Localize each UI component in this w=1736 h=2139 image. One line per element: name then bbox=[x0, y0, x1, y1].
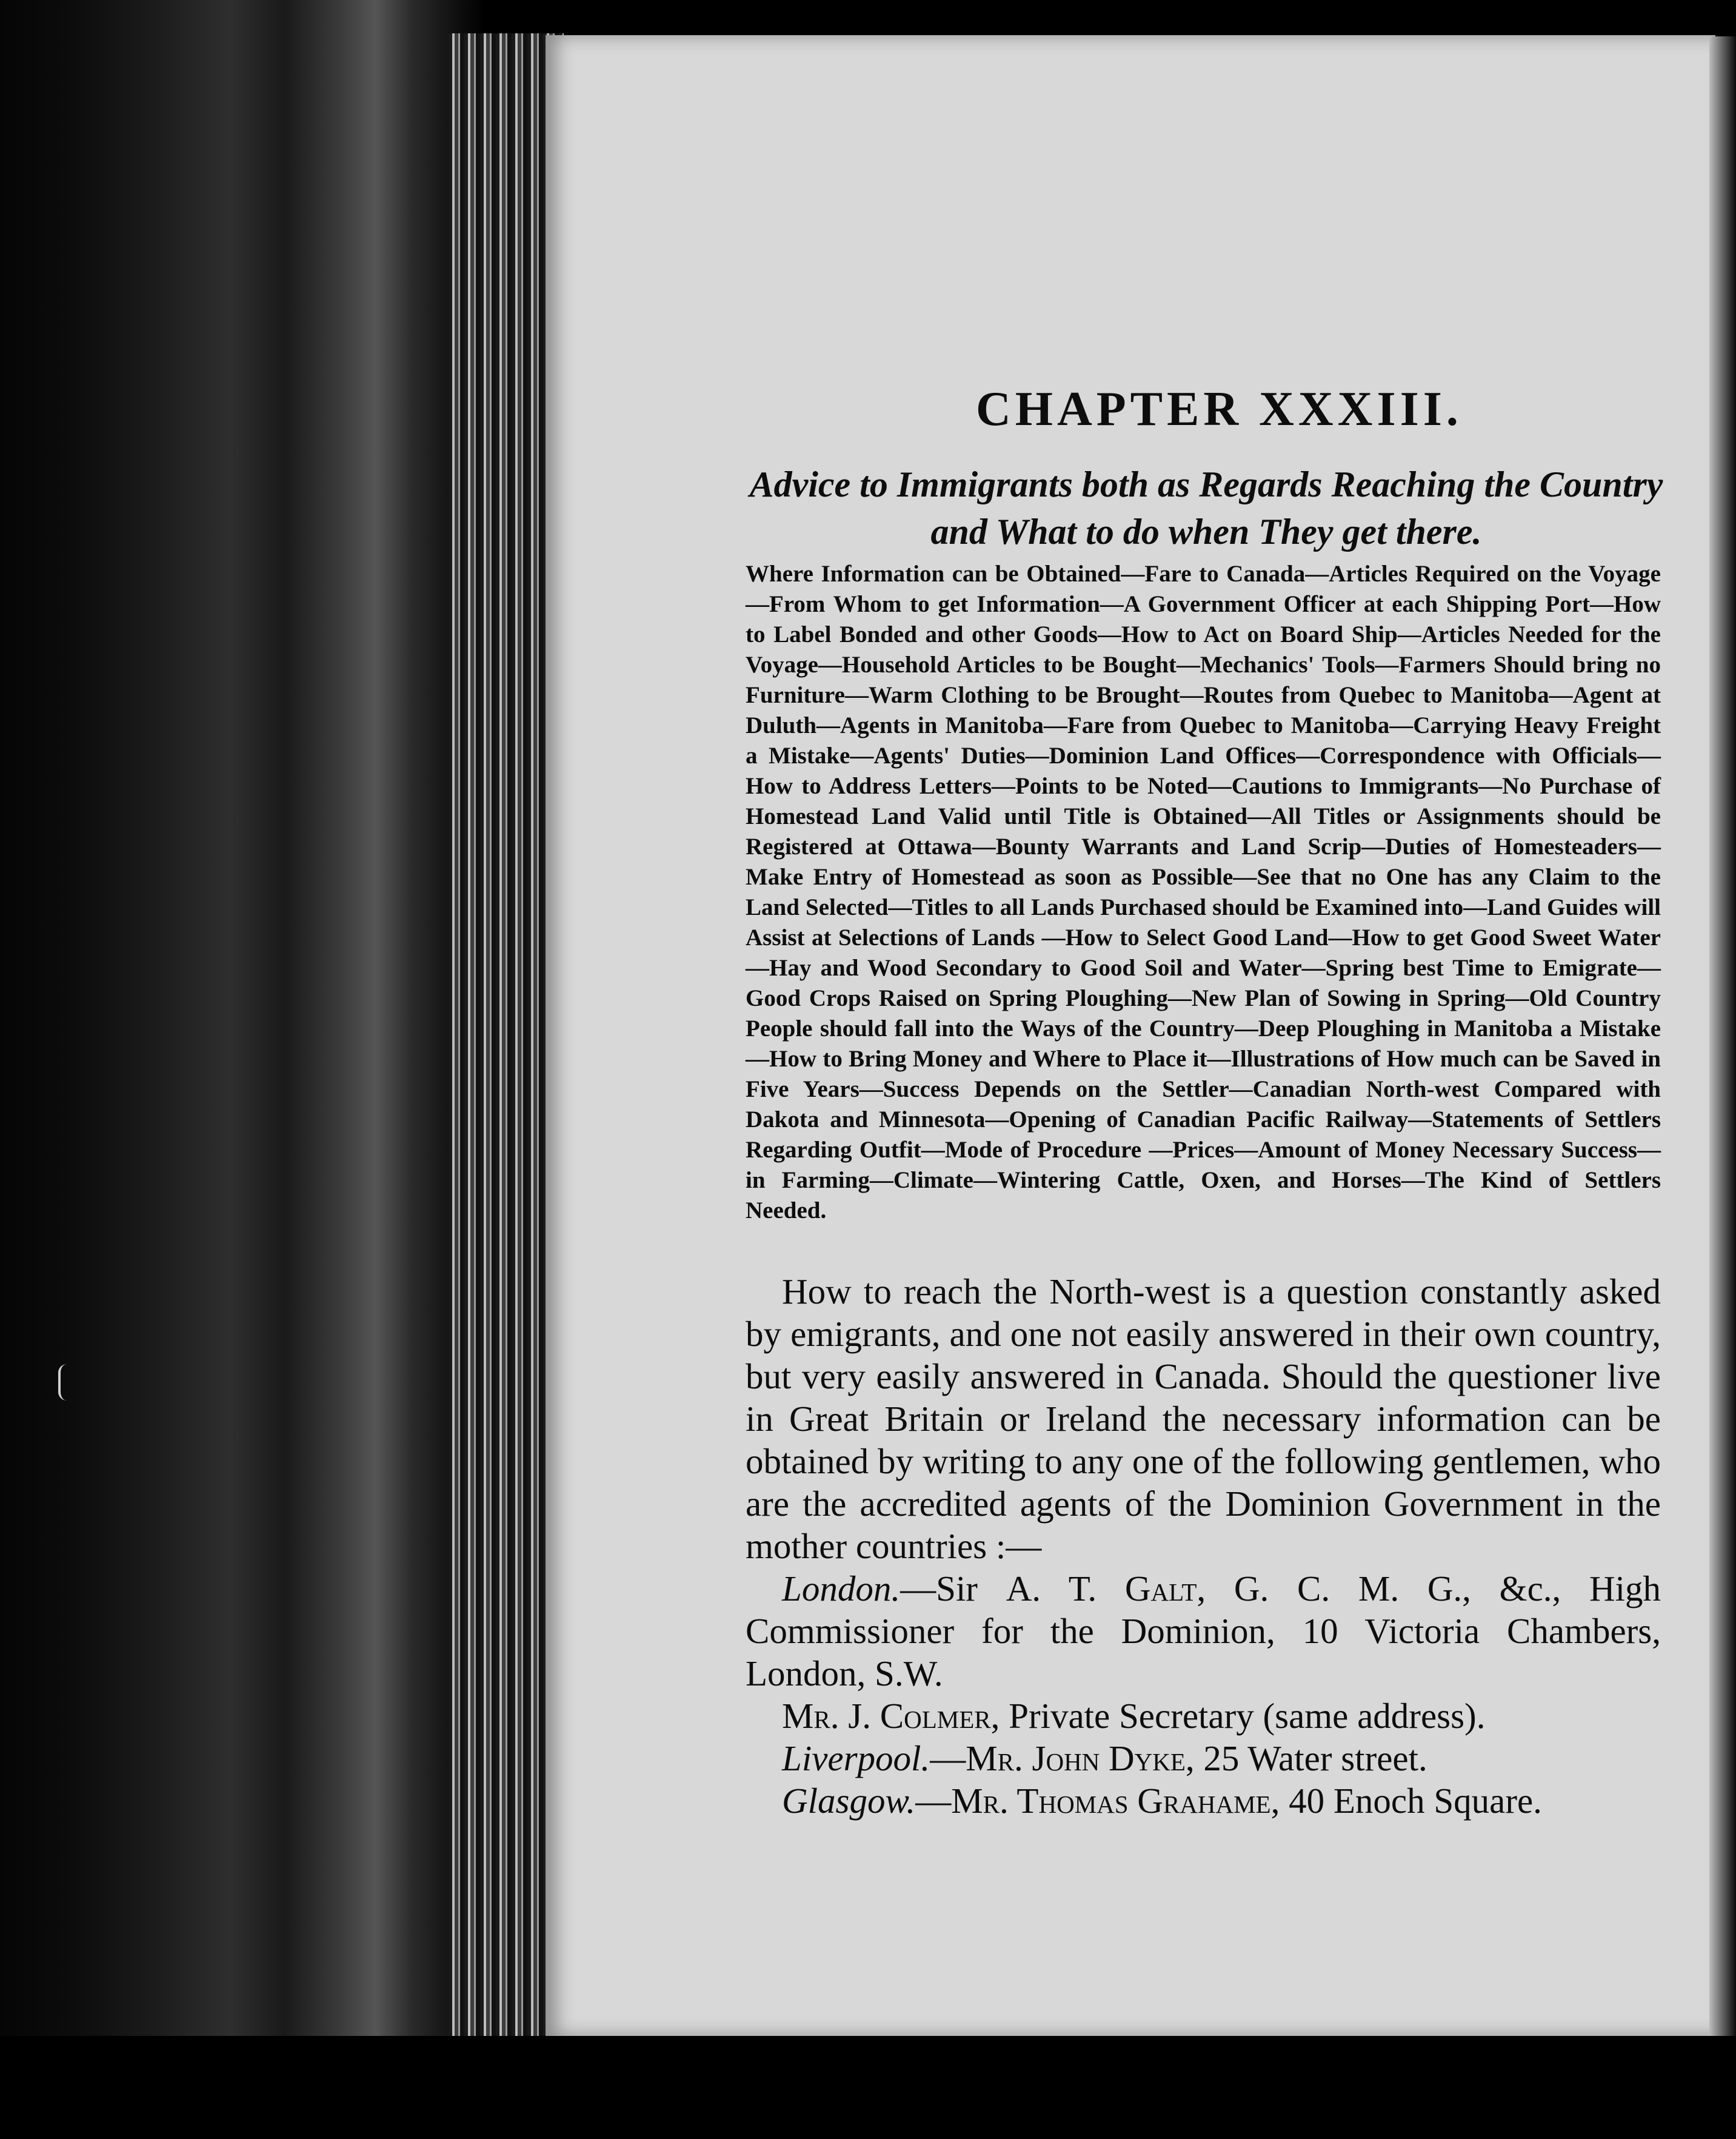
secretary-details: , Private Secretary (same address). bbox=[990, 1696, 1486, 1736]
place-liverpool: Liverpool. bbox=[782, 1738, 930, 1778]
address-glasgow bbox=[746, 1779, 1661, 1822]
scan-bottom-border bbox=[0, 2036, 1736, 2139]
address-glasgow-details: , 40 Enoch Square. bbox=[1270, 1781, 1542, 1821]
body-text bbox=[746, 1270, 1661, 1822]
secretary-name: Mr. J. Colmer bbox=[782, 1696, 991, 1736]
agent-name-glasgow: Mr. Thomas Grahame bbox=[951, 1781, 1271, 1821]
chapter-subtitle-line-1: Advice to Immigrants both as Regards Reaching the Country bbox=[749, 464, 1663, 504]
place-london: London. bbox=[782, 1568, 901, 1608]
address-london-details: , G. C. M. G., &c., High Commissioner for the Dominion, 10 Victoria Chambers, London, S.W. bbox=[746, 1568, 1661, 1693]
intro-paragraph: How to reach the North-west is a question constantly asked by emigrants, and one not easily answered in their own country, but very easily answered in Canada. Should the questioner live in Great Britain or Ireland the necessary information can be obtained by writing to any one of the following gentlemen, who are the accredited agents of the Dominion Government in the mother countries :— bbox=[746, 1271, 1661, 1566]
address-london bbox=[746, 1567, 1661, 1695]
agent-name-london: A. T. Galt bbox=[1006, 1568, 1197, 1608]
chapter-subtitle-line-2: and What to do when They get there. bbox=[930, 512, 1482, 552]
book-spine bbox=[0, 0, 485, 2139]
address-secretary bbox=[746, 1695, 1661, 1737]
agent-name-liverpool: Mr. John Dyke bbox=[966, 1738, 1186, 1778]
chapter-subtitle bbox=[739, 461, 1673, 555]
address-liverpool-details: , 25 Water street. bbox=[1185, 1738, 1427, 1778]
chapter-title: CHAPTER XXXIII. bbox=[976, 383, 1463, 436]
address-liverpool bbox=[746, 1737, 1661, 1779]
chapter-synopsis: Where Information can be Obtained—Fare to Canada—Articles Required on the Voyage—From Whom to get Information—A Government Officer at each Shipping Port—How to Label Bonded and other Goods—How to Act on Board Ship—Articles Needed for the Voyage—Household Articles to be Bought—Mechanics' Tools—Farmers Should bring no Furniture—Warm Clothing to be Brought—Routes from Quebec to Manitoba—Agent at Duluth—Agents in Manitoba—Fare from Quebec to Manitoba—Carrying Heavy Freight a Mistake—Agents' Duties—Dominion Land Offices—Correspondence with Officials—How to Address Letters—Points to be Noted—Cautions to Immigrants—No Purchase of Homestead Land Valid until Title is Obtained—All Titles or Assignments should be Registered at Ottawa—Bounty Warrants and Land Scrip—Duties of Homesteaders—Make Entry of Homestead as soon as Possible—See that no One has any Claim to the Land Selected—Titles to all Lands Purchased should be Examined into—Land Guides will Assist at Selections of Lands —How to Select Good Land—How to get Good Sweet Water—Hay and Wood Secondary to Good Soil and Water—Spring best Time to Emigrate—Good Crops Raised on Spring Ploughing—New Plan of Sowing in Spring—Old Country People should fall into the Ways of the Country—Deep Ploughing in Manitoba a Mistake—How to Bring Money and Where to Place it—Illustrations of How much can be Saved in Five Years—Success Depends on the Settler—Canadian North-west Compared with Dakota and Minnesota—Opening of Canadian Pacific Railway—Statements of Settlers Regarding Outfit—Mode of Procedure —Prices—Amount of Money Necessary Success—in Farming—Climate—Wintering Cattle, Oxen, and Horses—The Kind of Settlers Needed. bbox=[746, 561, 1661, 1223]
london-dash: —Sir bbox=[900, 1568, 1006, 1608]
liverpool-dash: — bbox=[930, 1738, 966, 1778]
page-right-shadow bbox=[1709, 36, 1736, 2037]
margin-mark bbox=[58, 1364, 67, 1401]
glasgow-dash: — bbox=[915, 1781, 952, 1821]
place-glasgow: Glasgow. bbox=[782, 1781, 916, 1821]
